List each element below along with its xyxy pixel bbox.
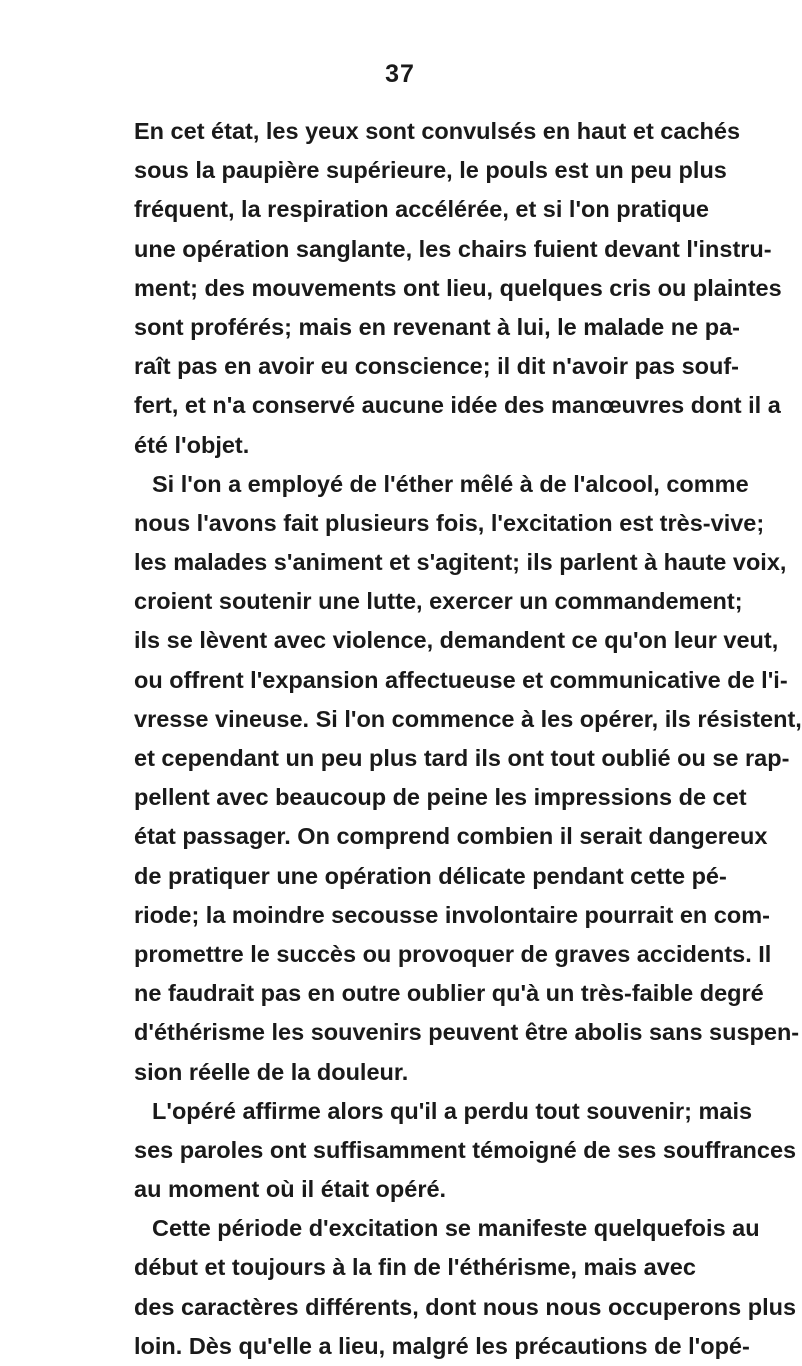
text-line: ment; des mouvements ont lieu, quelques cris ou plaintes [134,274,782,301]
text-line: des caractères différents, dont nous nous occuperons plus [134,1293,797,1320]
text-line: vresse vineuse. Si l'on commence à les opérer, ils résistent, [134,705,802,732]
text-line: ils se lèvent avec violence, demandent ce qu'on leur veut, [134,627,779,654]
paragraph-start-line: Si l'on a employé de l'éther mêlé à de l'alcool, comme [152,470,749,497]
text-line: sion réelle de la douleur. [134,1058,409,1085]
paragraph-start-line: L'opéré affirme alors qu'il a perdu tout souvenir; mais [152,1097,753,1124]
paragraph-start-line: Cette période d'excitation se manifeste quelquefois au [152,1215,760,1242]
text-line: loin. Dès qu'elle a lieu, malgré les précautions de l'opé- [134,1332,750,1359]
text-line: riode; la moindre secousse involontaire pourrait en com- [134,901,770,928]
text-line: fréquent, la respiration accélérée, et si l'on pratique [134,196,709,223]
text-line: sous la paupière supérieure, le pouls est un peu plus [134,157,727,184]
text-line: sont proférés; mais en revenant à lui, le malade ne pa- [134,313,740,340]
text-line: ses paroles ont suffisamment témoigné de ses souffrances [134,1136,797,1163]
text-line: croient soutenir une lutte, exercer un commandement; [134,588,743,615]
text-line: état passager. On comprend combien il serait dangereux [134,823,768,850]
body-text [134,112,802,1366]
text-line: été l'objet. [134,431,250,458]
text-line: pellent avec beaucoup de peine les impressions de cet [134,784,747,811]
text-line: En cet état, les yeux sont convulsés en haut et cachés [134,118,741,144]
text-line: fert, et n'a conservé aucune idée des manœuvres dont il a [134,392,781,419]
text-line: au moment où il était opéré. [134,1176,447,1203]
text-line: d'éthérisme les souvenirs peuvent être abolis sans suspen- [134,1019,800,1046]
text-line: raît pas en avoir eu conscience; il dit n'avoir pas souf- [134,353,740,380]
text-line: ou offrent l'expansion affectueuse et communicative de l'i- [134,666,788,693]
text-line: promettre le succès ou provoquer de graves accidents. Il [134,940,772,967]
text-line: nous l'avons fait plusieurs fois, l'excitation est très-vive; [134,509,765,536]
text-line: ne faudrait pas en outre oublier qu'à un très-faible degré [134,980,764,1007]
text-line: et cependant un peu plus tard ils ont tout oublié ou se rap- [134,745,790,771]
text-line: une opération sanglante, les chairs fuient devant l'instru- [134,235,772,262]
text-line: début et toujours à la fin de l'éthérisme, mais avec [134,1254,696,1281]
page-number: 37 [385,60,415,88]
text-line: de pratiquer une opération délicate pendant cette pé- [134,862,727,889]
text-line: les malades s'animent et s'agitent; ils parlent à haute voix, [134,549,787,576]
